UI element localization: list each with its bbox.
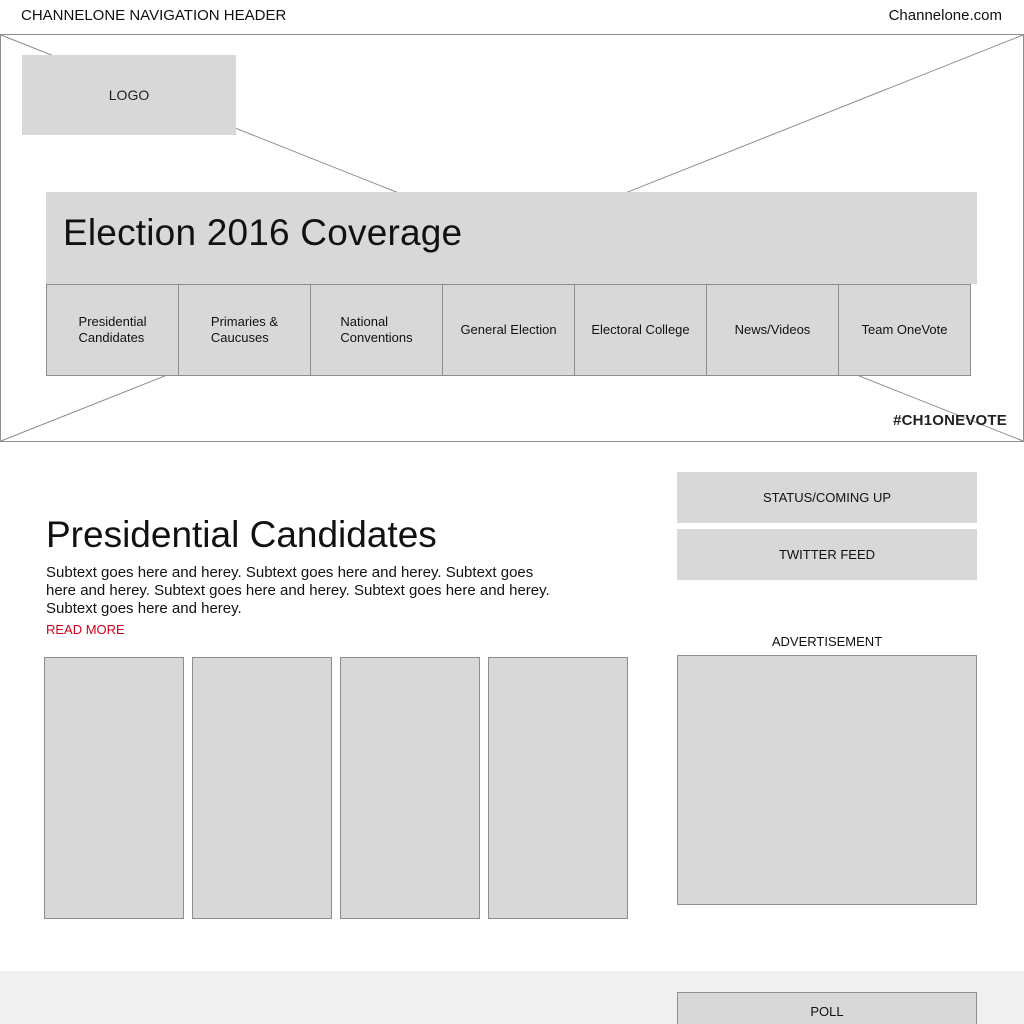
tab-electoral-college[interactable]: Electoral College <box>574 284 707 376</box>
poll-label: POLL <box>810 1004 844 1019</box>
candidate-card[interactable] <box>192 657 332 919</box>
section-subtext: Subtext goes here and herey. Subtext goes here and herey. Subtext goes here and herey. Subtext goes here and herey. Subtext goes here and herey. Subtext goes here and herey. <box>46 564 550 617</box>
navigation-header <box>0 0 1024 34</box>
twitter-feed-button[interactable] <box>677 529 977 580</box>
read-more-link[interactable]: READ MORE <box>46 622 125 637</box>
tab-national-conventions[interactable]: National Conventions <box>310 284 443 376</box>
tab-presidential-candidates[interactable]: Presidential Candidates <box>46 284 179 376</box>
status-coming-up-button[interactable] <box>677 472 977 523</box>
tab-primaries-caucuses[interactable]: Primaries & Caucuses <box>178 284 311 376</box>
candidate-card[interactable] <box>44 657 184 919</box>
poll-widget[interactable] <box>677 992 977 1024</box>
channelone-link[interactable]: Channelone.com <box>888 7 1002 24</box>
page-title: Election 2016 Coverage <box>63 212 463 253</box>
section-title: Presidential Candidates <box>46 514 437 555</box>
tab-general-election[interactable]: General Election <box>442 284 575 376</box>
twitter-feed-label: TWITTER FEED <box>778 547 876 562</box>
navigation-header-label: CHANNELONE NAVIGATION HEADER <box>21 7 287 24</box>
hero-title-band <box>46 192 977 284</box>
status-coming-up-label: STATUS/COMING UP <box>762 490 892 505</box>
candidate-card[interactable] <box>488 657 628 919</box>
section-tabs <box>46 284 977 376</box>
advertisement-label: ADVERTISEMENT <box>771 634 883 649</box>
tab-team-onevote[interactable]: Team OneVote <box>838 284 971 376</box>
hero-banner <box>0 34 1024 442</box>
hashtag-label: #CH1ONEVOTE <box>893 412 1007 429</box>
advertisement-placeholder[interactable] <box>677 655 977 905</box>
logo-placeholder[interactable] <box>22 55 236 135</box>
logo-label: LOGO <box>108 87 150 103</box>
candidate-card[interactable] <box>340 657 480 919</box>
tab-news-videos[interactable]: News/Videos <box>706 284 839 376</box>
